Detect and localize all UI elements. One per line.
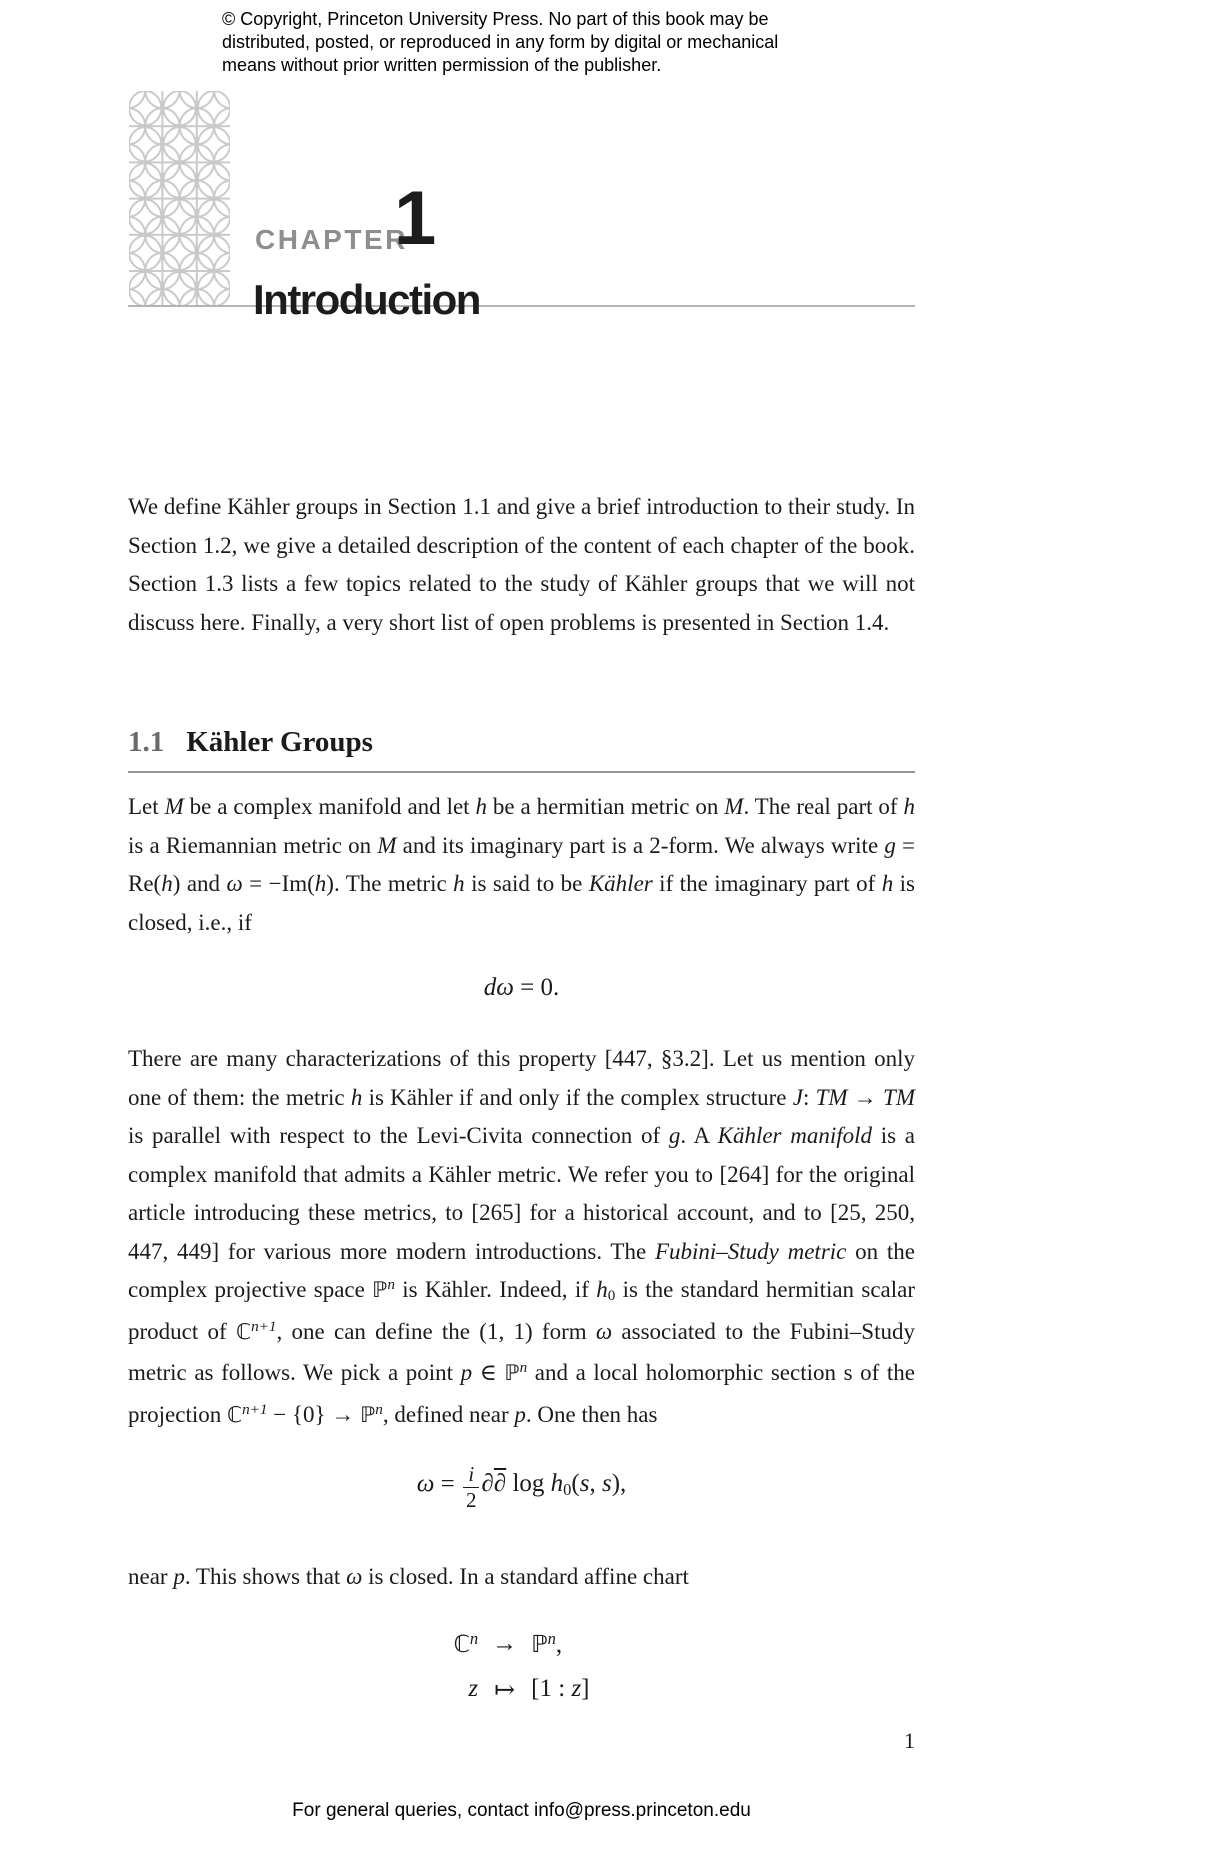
mapsto-arrow-icon: ↦ <box>494 1677 516 1704</box>
fraction-denominator: 2 <box>463 1487 480 1512</box>
map-row2-element: z <box>468 1675 479 1702</box>
equation-lhs: ω = <box>416 1470 461 1498</box>
map-display <box>453 1630 589 1705</box>
map-row2-image: [1 : z] <box>531 1675 590 1702</box>
equation-domega: dω = 0. <box>483 974 560 1001</box>
chapter-ornament-pattern <box>128 90 231 307</box>
map-row1-domain: ℂ$^n$ <box>453 1628 479 1658</box>
paragraph-near-p: near p. This shows that ω is closed. In a standard affine chart <box>128 1564 689 1589</box>
map-row1-codomain: ℙ$^n$, <box>531 1628 563 1658</box>
fraction-i-over-2 <box>463 1463 480 1512</box>
section-title: Kähler Groups <box>186 726 373 758</box>
copyright-line-1: © Copyright, Princeton University Press. No part of this book may be <box>222 9 769 29</box>
paragraph-intro: We define Kähler groups in Section 1.1 and give a brief introduction to their study. In Section 1.2, we give a detailed description of the content of each chapter of the book. Section 1.3 lists a few topics related to the study of Kähler groups that we will not discuss here. Finally, a very short list of open problems is presented in Section 1.4. <box>128 494 915 635</box>
equation-fubini-study <box>128 1463 915 1512</box>
footer-contact: For general queries, contact info@press.princeton.edu <box>292 1800 751 1821</box>
copyright-line-2: distributed, posted, or reproduced in any form by digital or mechanical <box>222 32 779 52</box>
right-arrow-icon: → <box>492 1630 518 1657</box>
fraction-numerator: i <box>468 1462 475 1486</box>
section-divider <box>128 771 915 773</box>
page-number: 1 <box>904 1728 915 1753</box>
copyright-line-3: means without prior written permission of the publisher. <box>222 55 662 75</box>
equation-affine-chart <box>128 1630 915 1705</box>
paragraph-kahler-definition: Let M be a complex manifold and let h be a hermitian metric on M. The real part of h is a Riemannian metric on M and its imaginary part is a 2-form. We always write g = Re(h) and ω = −Im(h). The metric h is said to be Kähler if the imaginary part of h is closed, i.e., if <box>128 794 916 935</box>
section-number: 1.1 <box>128 726 165 758</box>
chapter-number: 1 <box>394 176 437 261</box>
header-divider <box>128 305 915 307</box>
equation-rhs: ∂∂ log h0(s, s), <box>481 1470 627 1499</box>
chapter-label: CHAPTER <box>255 224 408 255</box>
paragraph-characterizations: There are many characterizations of this property [447, §3.2]. Let us mention only one of them: the metric h is Kähler if and only if the complex structure J: TM → TM is parallel with respect to the Levi-Civita connection of g. A Kähler manifold is a complex manifold that admits a Kähler metric. We refer you to [264] for the original article introducing these metrics, to [265] for a historical account, and to [25, 250, 447, 449] for various more modern introductions. The Fubini–Study metric on the complex projective space ℙ$^n$ is Kähler. Indeed, if h0 is the standard hermitian scalar product of ℂ$^{n+1}$, one can define the (1, 1) form ω associated to the Fubini–Study metric as follows. We pick a point p ∈ ℙ$^n$ and a local holomorphic section s of the projection ℂ$^{n+1}$ − {0} → ℙ$^n$, defined near p. One then has <box>128 1046 916 1428</box>
copyright-notice <box>222 8 778 77</box>
chapter-title: Introduction <box>253 276 480 323</box>
section-heading <box>128 726 915 759</box>
